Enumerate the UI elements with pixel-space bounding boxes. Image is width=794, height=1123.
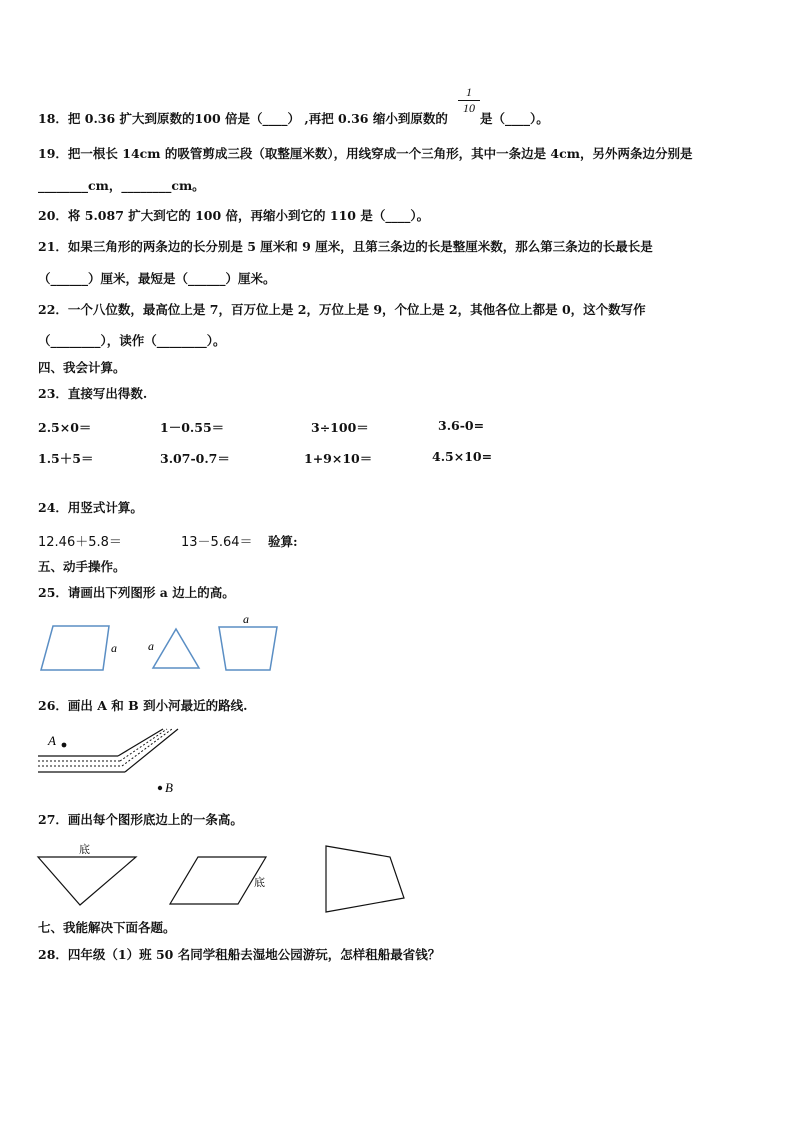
side-a-label: a <box>243 612 249 626</box>
fraction-denominator: 10 <box>463 101 475 115</box>
calc-item: 2.5×0＝ <box>38 420 92 435</box>
river-bank-line <box>125 729 178 772</box>
inverted-triangle-figure <box>38 857 136 905</box>
river-bank-line <box>118 729 163 756</box>
q21-line2: （______）厘米，最短是（______）厘米。 <box>38 271 276 286</box>
fraction-numerator: 1 <box>466 85 472 99</box>
section-7-heading: 七、我能解决下面各题。 <box>38 920 176 935</box>
q19-line2: ________cm，________cm。 <box>38 178 205 193</box>
river-water-line <box>120 729 167 761</box>
q22-line1: 22．一个八位数，最高位上是 7，百万位上是 2，万位上是 9，个位上是 2，其他各位上都是 0，这个数写作 <box>38 302 646 317</box>
question-18 <box>38 111 448 127</box>
calc-item: 3.07-0.7＝ <box>160 451 230 466</box>
q25-title: 25．请画出下列图形 a 边上的高。 <box>38 585 235 600</box>
q23-title: 23．直接写出得数. <box>38 386 148 401</box>
fraction-one-tenth <box>458 86 480 115</box>
calc-item: 3÷100＝ <box>311 420 369 435</box>
q26-title: 26．画出 A 和 B 到小河最近的路线. <box>38 698 248 713</box>
side-a-label: a <box>148 639 154 653</box>
point-a-label: A <box>48 733 56 748</box>
q22-line2: （________），读作（________）。 <box>38 333 226 348</box>
section-5-heading: 五、动手操作。 <box>38 559 126 574</box>
q27-title: 27．画出每个图形底边上的一条高。 <box>38 812 243 827</box>
q19-line1: 19．把一根长 14cm 的吸管剪成三段（取整厘米数），用线穿成一个三角形，其中一条边是 4cm，另外两条边分别是 <box>38 146 693 161</box>
q21-line1: 21．如果三角形的两条边的长分别是 5 厘米和 9 厘米，且第三条边的长是整厘米数，那么第三条边的长最长是 <box>38 239 653 254</box>
calc-item: 3.6-0= <box>438 418 485 433</box>
parallelogram-figure <box>41 626 109 670</box>
calc-item: 1+9×10＝ <box>304 451 373 466</box>
river-water-line <box>122 729 172 766</box>
q24-title: 24．用竖式计算。 <box>38 500 143 515</box>
question-20: 20．将 5.087 扩大到它的 100 倍，再缩小到它的 110 是（____）。 <box>38 208 430 223</box>
base-label: 底 <box>254 876 265 889</box>
vertical-calc-item: 12.46＋5.8＝ <box>38 535 122 550</box>
trapezoid-figure <box>219 627 277 670</box>
triangle-figure <box>153 629 199 668</box>
side-a-label: a <box>111 641 117 655</box>
q18-part1: 18．把 0.36 扩大到原数的100 倍是（____） ,再把 0.36 缩小到原数的 <box>38 111 448 126</box>
parallelogram-figure <box>170 857 266 904</box>
question-28: 28．四年级（1）班 50 名同学租船去湿地公园游玩，怎样租船最省钱？ <box>38 947 441 962</box>
check-label: 验算: <box>268 534 298 549</box>
q18-part2: 是（____）。 <box>480 111 549 126</box>
base-label: 底 <box>79 843 90 856</box>
calc-item: 1.5＋5＝ <box>38 451 94 466</box>
point-a-dot <box>62 743 67 748</box>
calc-item: 4.5×10= <box>432 449 493 464</box>
calc-item: 1－0.55＝ <box>160 420 225 435</box>
quadrilateral-figure <box>326 846 404 912</box>
point-b-label: B <box>165 780 173 795</box>
vertical-calc-item: 13－5.64＝ <box>181 535 253 550</box>
section-4-heading: 四、我会计算。 <box>38 360 126 375</box>
point-b-dot <box>158 786 162 790</box>
